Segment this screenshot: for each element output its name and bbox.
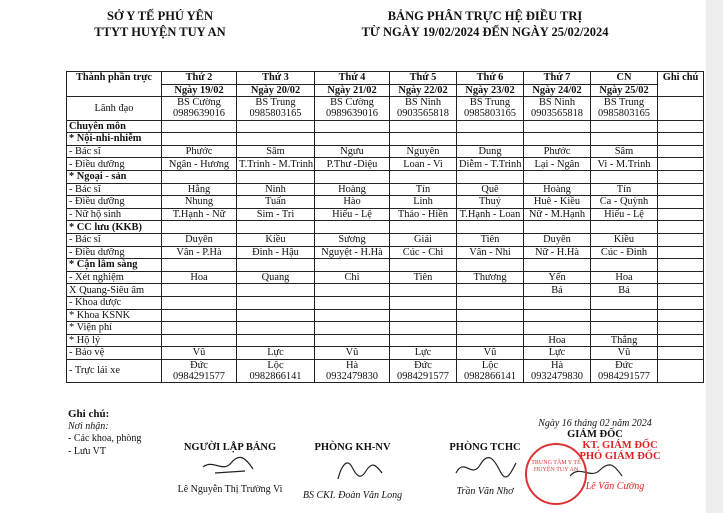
person-name: Đức	[414, 359, 432, 371]
khnv-title: PHÒNG KH-NV	[314, 442, 391, 453]
shift-cell	[457, 359, 524, 382]
note-cell	[658, 309, 704, 322]
date-cell: Ngày 21/02	[315, 84, 390, 97]
roster-row	[67, 347, 704, 360]
row-label: - Trực lái xe	[67, 359, 162, 382]
shift-cell: Kiều	[591, 233, 658, 246]
shift-cell	[237, 97, 315, 120]
date-cell: Ngày 23/02	[457, 84, 524, 97]
maker-name: Lê Nguyễn Thị Trường Vi	[177, 484, 283, 495]
row-label: - Xét nghiệm	[67, 271, 162, 284]
note-cell	[658, 233, 704, 246]
shift-cell	[162, 322, 237, 335]
phone-number: 0982866141	[249, 371, 302, 383]
note-cell	[658, 158, 704, 171]
shift-cell	[591, 322, 658, 335]
row-label: - Điều dưỡng	[67, 196, 162, 209]
row-label: - Điều dưỡng	[67, 158, 162, 171]
shift-cell	[390, 170, 457, 183]
phone-number: 0989639016	[173, 108, 225, 120]
roster-row	[67, 246, 704, 259]
shift-cell: Dung	[457, 145, 524, 158]
phone-number: 0932479830	[531, 371, 583, 383]
official-seal	[525, 443, 587, 505]
person-name: BS Trung	[255, 97, 296, 109]
shift-cell: P.Thư -Diệu	[315, 158, 390, 171]
shift-cell	[457, 284, 524, 297]
center-name: TTYT HUYỆN TUY AN	[94, 25, 226, 39]
shift-cell: Hiếu - Lệ	[591, 208, 658, 221]
row-label: * Ngoại - sản	[67, 170, 162, 183]
recipients-title: Nơi nhận:	[68, 420, 109, 432]
row-label: - Khoa dược	[67, 296, 162, 309]
phone-number: 0985803165	[598, 108, 650, 120]
shift-cell	[315, 359, 390, 382]
roster-row	[67, 133, 704, 146]
department-name: SỞ Y TẾ PHÚ YÊN	[106, 9, 214, 23]
roster-row	[67, 120, 704, 133]
shift-cell	[524, 97, 591, 120]
shift-cell	[315, 334, 390, 347]
shift-cell: Hoa	[524, 334, 591, 347]
shift-cell	[162, 170, 237, 183]
shift-cell: Thuý	[457, 196, 524, 209]
phone-number: 0984291577	[598, 371, 650, 383]
shift-cell	[390, 296, 457, 309]
shift-cell: Tín	[591, 183, 658, 196]
shift-cell: Vi - M.Trinh	[591, 158, 658, 171]
shift-cell	[315, 322, 390, 335]
shift-cell: Nhung	[162, 196, 237, 209]
shift-cell: Lại - Ngân	[524, 158, 591, 171]
shift-cell	[237, 120, 315, 133]
shift-cell	[457, 97, 524, 120]
shift-cell: Nữ - M.Hạnh	[524, 208, 591, 221]
shift-cell	[237, 133, 315, 146]
tchc-name: Trần Văn Nhơ	[456, 486, 514, 497]
shift-cell: Hoàng	[315, 183, 390, 196]
shift-cell	[162, 120, 237, 133]
roster-row	[67, 334, 704, 347]
note-cell	[658, 322, 704, 335]
recipient-item: - Các khoa, phòng	[68, 433, 142, 444]
shift-cell: Hoa	[162, 271, 237, 284]
row-label: Lãnh đạo	[67, 97, 162, 120]
shift-cell: T.Hạnh - Nữ	[162, 208, 237, 221]
shift-cell	[524, 309, 591, 322]
row-label: - Bác sĩ	[67, 183, 162, 196]
shift-cell: Vân - P.Hà	[162, 246, 237, 259]
maker-signature-block	[170, 442, 290, 495]
shift-cell: Lực	[237, 347, 315, 360]
shift-cell	[315, 221, 390, 234]
shift-cell	[162, 133, 237, 146]
shift-cell: Hoa	[591, 271, 658, 284]
row-label: - Bác sĩ	[67, 145, 162, 158]
shift-cell	[162, 97, 237, 120]
sign-date: Ngày 16 tháng 02 năm 2024	[538, 418, 652, 429]
tchc-signature	[450, 453, 520, 483]
shift-cell: Cúc - Đinh	[591, 246, 658, 259]
shift-cell	[162, 309, 237, 322]
phone-number: 0903565818	[397, 108, 449, 120]
note-cell	[658, 284, 704, 297]
note-cell	[658, 334, 704, 347]
shift-cell	[524, 359, 591, 382]
shift-cell: Bá	[524, 284, 591, 297]
shift-cell: Hằng	[162, 183, 237, 196]
shift-cell: T.Hạnh - Loan	[457, 208, 524, 221]
shift-cell: T.Trinh - M.Trinh	[237, 158, 315, 171]
row-label: X Quang-Siêu âm	[67, 284, 162, 297]
shift-cell	[457, 296, 524, 309]
shift-cell	[315, 120, 390, 133]
tchc-signature-block	[440, 442, 530, 497]
shift-cell: Sâm	[237, 145, 315, 158]
shift-cell	[390, 259, 457, 272]
shift-cell	[237, 322, 315, 335]
shift-cell	[524, 296, 591, 309]
shift-cell: Tiên	[457, 233, 524, 246]
phone-number: 0989639016	[326, 108, 378, 120]
shift-cell: Ninh	[237, 183, 315, 196]
shift-cell	[457, 221, 524, 234]
shift-cell	[390, 359, 457, 382]
person-name: BS Cường	[177, 97, 221, 109]
date-cell: Ngày 22/02	[390, 84, 457, 97]
person-name: Đức	[615, 359, 633, 371]
day-header: CN	[591, 72, 658, 85]
shift-cell: Thảo - Hiền	[390, 208, 457, 221]
roster-row	[67, 322, 704, 335]
person-name: Lộc	[267, 359, 284, 371]
shift-cell	[390, 334, 457, 347]
khnv-name: BS CKI. Đoàn Văn Long	[302, 490, 403, 501]
date-cell: Ngày 25/02	[591, 84, 658, 97]
person-name: BS Ninh	[538, 97, 576, 109]
phone-number: 0984291577	[397, 371, 449, 383]
shift-cell	[457, 259, 524, 272]
person-name: BS Cường	[330, 97, 374, 109]
shift-cell: Nguyệt - H.Hà	[315, 246, 390, 259]
shift-cell	[315, 97, 390, 120]
roster-row	[67, 170, 704, 183]
roster-row	[67, 145, 704, 158]
shift-cell	[237, 259, 315, 272]
note-cell	[658, 259, 704, 272]
row-label: - Điều dưỡng	[67, 246, 162, 259]
shift-cell: Cúc - Chi	[390, 246, 457, 259]
shift-cell	[591, 309, 658, 322]
shift-cell	[390, 322, 457, 335]
tchc-title: PHÒNG TCHC	[449, 442, 521, 453]
shift-cell: Nữ - H.Hà	[524, 246, 591, 259]
role-header: Thành phần trực	[67, 72, 162, 85]
shift-cell: Kiều	[237, 233, 315, 246]
note-cell	[658, 145, 704, 158]
shift-cell: Tín	[390, 183, 457, 196]
person-name: Hà	[345, 359, 359, 371]
shift-cell: Giải	[390, 233, 457, 246]
shift-cell	[524, 120, 591, 133]
document-footer	[0, 402, 723, 513]
shift-cell	[591, 170, 658, 183]
shift-cell: Huê - Kiều	[524, 196, 591, 209]
person-name: Lộc	[481, 359, 499, 371]
shift-cell: Quê	[457, 183, 524, 196]
shift-cell: Loan - Vi	[390, 158, 457, 171]
dates-row	[67, 84, 704, 97]
role-header-cont	[67, 84, 162, 97]
driver-row	[67, 359, 704, 382]
shift-cell: Lực	[524, 347, 591, 360]
shift-cell	[457, 133, 524, 146]
document-title: BẢNG PHÂN TRỰC HỆ ĐIỀU TRỊ	[387, 9, 583, 23]
shift-cell: Vũ	[591, 347, 658, 360]
shift-cell	[237, 170, 315, 183]
day-header: Thứ 5	[390, 72, 457, 85]
shift-cell: Duyên	[524, 233, 591, 246]
shift-cell: Yến	[524, 271, 591, 284]
shift-cell	[591, 359, 658, 382]
note-cell	[658, 196, 704, 209]
person-name: BS Ninh	[404, 97, 442, 109]
shift-cell: Diễm - T.Trinh	[457, 158, 524, 171]
note-cell	[658, 133, 704, 146]
shift-cell	[315, 284, 390, 297]
shift-cell	[591, 221, 658, 234]
notes-title: Ghi chú:	[68, 408, 110, 420]
shift-cell	[237, 334, 315, 347]
shift-cell	[315, 259, 390, 272]
phone-number: 0932479830	[326, 371, 378, 383]
shift-cell: Quang	[237, 271, 315, 284]
seal-text: TRUNG TÂM Y TẾ HUYỆN TUY AN	[531, 460, 581, 473]
shift-cell	[457, 120, 524, 133]
shift-cell: Hiếu - Lệ	[315, 208, 390, 221]
roster-row	[67, 183, 704, 196]
day-header: Thứ 6	[457, 72, 524, 85]
deputy-line-2: PHÓ GIÁM ĐỐC	[579, 451, 661, 462]
recipient-item: - Lưu VT	[68, 445, 107, 457]
shift-cell: Phước	[524, 145, 591, 158]
shift-cell	[524, 221, 591, 234]
row-label: * Nội-nhi-nhiễm	[67, 133, 162, 146]
roster-row	[67, 233, 704, 246]
shift-cell	[591, 120, 658, 133]
shift-cell: Linh	[390, 196, 457, 209]
title-block	[320, 8, 650, 40]
shift-cell	[237, 296, 315, 309]
shift-cell: Chi	[315, 271, 390, 284]
shift-cell	[237, 359, 315, 382]
shift-cell: Vân - Nhi	[457, 246, 524, 259]
shift-cell: Lực	[390, 347, 457, 360]
shift-cell	[591, 296, 658, 309]
shift-cell	[390, 309, 457, 322]
roster-row	[67, 221, 704, 234]
row-label: * Viện phí	[67, 322, 162, 335]
day-header: Thứ 2	[162, 72, 237, 85]
note-cell	[658, 170, 704, 183]
shift-cell	[457, 334, 524, 347]
shift-cell	[390, 221, 457, 234]
shift-cell	[390, 97, 457, 120]
shift-cell	[390, 284, 457, 297]
director-title: GIÁM ĐỐC	[567, 429, 623, 440]
maker-title: NGƯỜI LẬP BẢNG	[183, 442, 277, 453]
date-cell: Ngày 20/02	[237, 84, 315, 97]
phone-number: 0985803165	[249, 108, 302, 120]
shift-cell: Tiên	[390, 271, 457, 284]
shift-cell: Ca - Quỳnh	[591, 196, 658, 209]
note-cell	[658, 271, 704, 284]
row-label: - Bảo vệ	[67, 347, 162, 360]
shift-cell	[162, 259, 237, 272]
roster-row	[67, 284, 704, 297]
notes-block	[68, 408, 141, 458]
roster-row	[67, 158, 704, 171]
note-header: Ghi chú	[658, 72, 704, 85]
phone-number: 0982866141	[464, 371, 516, 383]
shift-cell	[524, 259, 591, 272]
phone-number: 0985803165	[464, 108, 516, 120]
shift-cell	[591, 133, 658, 146]
shift-cell	[315, 309, 390, 322]
shift-cell: Phước	[162, 145, 237, 158]
shift-cell	[315, 296, 390, 309]
shift-cell	[315, 133, 390, 146]
shift-cell	[162, 221, 237, 234]
note-cell	[658, 246, 704, 259]
shift-cell	[237, 309, 315, 322]
note-cell	[658, 221, 704, 234]
phone-number: 0984291577	[173, 371, 225, 383]
roster-row	[67, 309, 704, 322]
shift-cell	[162, 334, 237, 347]
shift-cell	[591, 259, 658, 272]
note-cell	[658, 347, 704, 360]
date-cell: Ngày 24/02	[524, 84, 591, 97]
row-label: - Bác sĩ	[67, 233, 162, 246]
roster-row	[67, 208, 704, 221]
date-range: TỪ NGÀY 19/02/2024 ĐẾN NGÀY 25/02/2024	[361, 25, 609, 39]
shift-cell	[390, 120, 457, 133]
shift-cell: Sim - Tri	[237, 208, 315, 221]
roster-row	[67, 271, 704, 284]
shift-cell	[237, 221, 315, 234]
person-name: Đức	[190, 359, 208, 371]
org-block	[60, 8, 260, 40]
shift-cell: Ngân - Hương	[162, 158, 237, 171]
shift-cell: Hào	[315, 196, 390, 209]
row-label: * Khoa KSNK	[67, 309, 162, 322]
date-cell: Ngày 19/02	[162, 84, 237, 97]
shift-cell	[162, 284, 237, 297]
shift-cell: Đinh - Hậu	[237, 246, 315, 259]
shift-cell	[390, 133, 457, 146]
note-cell	[658, 120, 704, 133]
shift-cell: Vũ	[162, 347, 237, 360]
roster-row	[67, 196, 704, 209]
shift-cell	[162, 296, 237, 309]
note-cell	[658, 359, 704, 382]
day-header: Thứ 4	[315, 72, 390, 85]
shift-cell: Thương	[457, 271, 524, 284]
shift-cell	[457, 309, 524, 322]
note-cell	[658, 84, 704, 97]
director-name: Lê Văn Cường	[585, 481, 645, 492]
person-name: BS Trung	[469, 97, 511, 109]
maker-signature	[195, 453, 265, 481]
row-label: * Cận lâm sàng	[67, 259, 162, 272]
shift-cell	[162, 359, 237, 382]
row-label: * CC lưu (KKB)	[67, 221, 162, 234]
shift-cell	[524, 133, 591, 146]
khnv-signature-block	[295, 442, 410, 501]
shift-cell	[524, 322, 591, 335]
shift-cell	[237, 284, 315, 297]
row-label: - Nữ hộ sinh	[67, 208, 162, 221]
note-cell	[658, 97, 704, 120]
shift-cell: Sâm	[591, 145, 658, 158]
leader-row	[67, 97, 704, 120]
row-label: * Hộ lý	[67, 334, 162, 347]
shift-cell: Nguyên	[390, 145, 457, 158]
phone-number: 0903565818	[531, 108, 583, 120]
shift-cell: Duyên	[162, 233, 237, 246]
roster-table	[66, 71, 704, 383]
shift-cell	[457, 170, 524, 183]
shift-cell: Hoàng	[524, 183, 591, 196]
note-cell	[658, 296, 704, 309]
row-label: Chuyên môn	[67, 120, 162, 133]
shift-cell	[524, 170, 591, 183]
deputy-line-1: KT. GIÁM ĐỐC	[582, 440, 658, 451]
roster-row	[67, 259, 704, 272]
note-cell	[658, 208, 704, 221]
shift-cell: Thắng	[591, 334, 658, 347]
document-header	[0, 0, 723, 68]
person-name: BS Trung	[603, 97, 645, 109]
shift-cell: Ngưu	[315, 145, 390, 158]
roster-row	[67, 296, 704, 309]
shift-cell: Vũ	[457, 347, 524, 360]
scan-edge	[706, 0, 723, 513]
shift-cell	[315, 170, 390, 183]
note-cell	[658, 183, 704, 196]
shift-cell: Tuấn	[237, 196, 315, 209]
shift-cell: Bá	[591, 284, 658, 297]
shift-cell	[591, 97, 658, 120]
khnv-signature	[318, 453, 388, 487]
day-header: Thứ 3	[237, 72, 315, 85]
shift-cell	[457, 322, 524, 335]
shift-cell: Vũ	[315, 347, 390, 360]
shift-cell: Sương	[315, 233, 390, 246]
day-header: Thứ 7	[524, 72, 591, 85]
person-name: Hà	[550, 359, 564, 371]
